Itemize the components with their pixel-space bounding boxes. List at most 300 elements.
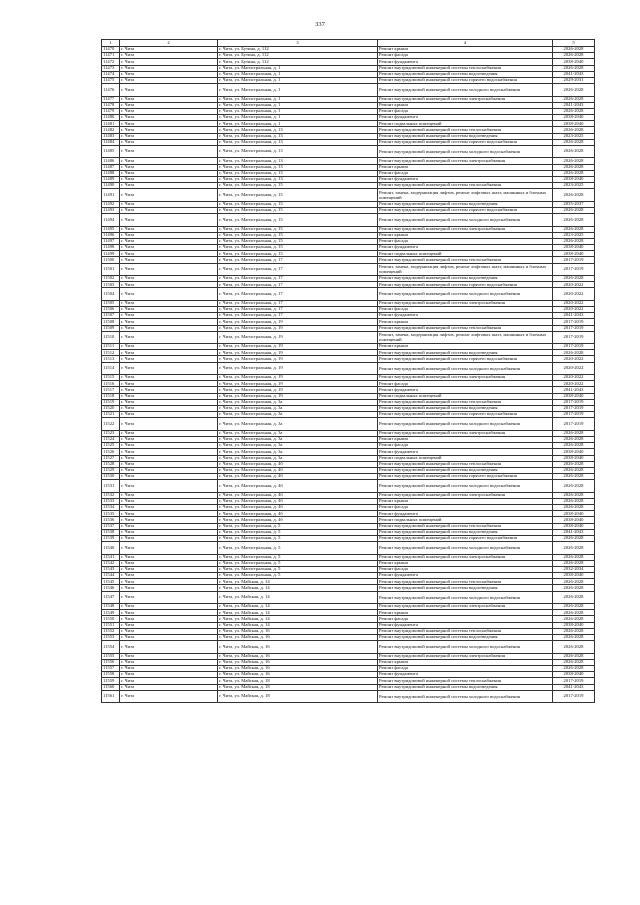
settlement-cell: г. Чита (120, 579, 218, 585)
settlement-cell: г. Чита (120, 146, 218, 158)
settlement-cell: г. Чита (120, 517, 218, 523)
address-cell: г. Чита, ул. Магистральная, д. 15 (218, 226, 378, 232)
work-type-cell: Ремонт внутридомовой инженерной системы горячего водоснабжения (378, 207, 553, 213)
settlement-cell: г. Чита (120, 443, 218, 449)
row-number-cell: 11526 (102, 449, 120, 455)
address-cell: г. Чита, ул. Магистральная, д. 17 (218, 276, 378, 282)
work-type-cell: Ремонт внутридомовой инженерной системы водоотведения (378, 635, 553, 641)
address-cell: г. Чита, ул. Магистральная, д. 13 (218, 170, 378, 176)
column-header: 3 (218, 40, 378, 47)
settlement-cell: г. Чита (120, 653, 218, 659)
settlement-cell: г. Чита (120, 684, 218, 690)
address-cell: г. Чита, ул. Магистральная, д. 13 (218, 127, 378, 133)
work-type-cell: Ремонт внутридомовой инженерной системы холодного водоснабжения (378, 362, 553, 374)
row-number-cell: 11504 (102, 288, 120, 300)
work-type-cell: Ремонт фасада (378, 505, 553, 511)
work-type-cell: Ремонт внутридомовой инженерной системы горячего водоснабжения (378, 356, 553, 362)
work-type-cell: Ремонт крыши (378, 344, 553, 350)
table-row (102, 480, 595, 492)
period-cell: 2017-2019 (553, 325, 595, 331)
row-number-cell: 11561 (102, 690, 120, 702)
row-number-cell: 11538 (102, 529, 120, 535)
address-cell: г. Чита, ул. Магистральная, д. 15 (218, 201, 378, 207)
work-type-cell: Ремонт фасада (378, 616, 553, 622)
period-cell: 2026-2028 (553, 207, 595, 213)
address-cell: г. Чита, ул. Майская, д. 14 (218, 585, 378, 591)
row-number-cell: 11510 (102, 331, 120, 343)
address-cell: г. Чита, ул. Майская, д. 16 (218, 635, 378, 641)
period-cell: 2041-2043 (553, 313, 595, 319)
row-number-cell: 11513 (102, 356, 120, 362)
row-number-cell: 11499 (102, 251, 120, 257)
period-cell: 2026-2028 (553, 226, 595, 232)
settlement-cell: г. Чита (120, 319, 218, 325)
period-cell: 2038-2040 (553, 449, 595, 455)
address-cell: г. Чита, ул. Магистральная, д. 1 (218, 121, 378, 127)
address-cell: г. Чита, ул. Магистральная, д. 17 (218, 282, 378, 288)
work-type-cell: Ремонт фасада (378, 108, 553, 114)
settlement-cell: г. Чита (120, 529, 218, 535)
address-cell: г. Чита, ул. Майская, д. 18 (218, 678, 378, 684)
row-number-cell: 11482 (102, 127, 120, 133)
period-cell: 2017-2019 (553, 690, 595, 702)
period-cell: 2020-2022 (553, 356, 595, 362)
work-type-cell: Ремонт подвальных помещений (378, 455, 553, 461)
work-type-cell: Ремонт внутридомовой инженерной системы водоотведения (378, 529, 553, 535)
row-number-cell: 11493 (102, 207, 120, 213)
period-cell: 2041-2043 (553, 71, 595, 77)
work-type-cell: Ремонт внутридомовой инженерной системы электроснабжения (378, 96, 553, 102)
period-cell: 2020-2022 (553, 288, 595, 300)
address-cell: г. Чита, ул. Майская, д. 16 (218, 653, 378, 659)
work-type-cell: Ремонт внутридомовой инженерной системы электроснабжения (378, 158, 553, 164)
settlement-cell: г. Чита (120, 84, 218, 96)
column-header: 1 (102, 40, 120, 47)
period-cell: 2026-2028 (553, 350, 595, 356)
work-type-cell: Ремонт внутридомовой инженерной системы горячего водоснабжения (378, 474, 553, 480)
work-type-cell: Ремонт фундамента (378, 511, 553, 517)
settlement-cell: г. Чита (120, 356, 218, 362)
period-cell: 2026-2028 (553, 505, 595, 511)
work-type-cell: Ремонт внутридомовой инженерной системы горячего водоснабжения (378, 77, 553, 83)
row-number-cell: 11546 (102, 585, 120, 591)
address-cell: г. Чита, ул. Магистральная, д. 17 (218, 300, 378, 306)
settlement-cell: г. Чита (120, 436, 218, 442)
row-number-cell: 11512 (102, 350, 120, 356)
settlement-cell: г. Чита (120, 77, 218, 83)
work-type-cell: Ремонт крыши (378, 659, 553, 665)
table-row (102, 189, 595, 201)
settlement-cell: г. Чита (120, 313, 218, 319)
period-cell: 2017-2019 (553, 263, 595, 275)
address-cell: г. Чита, ул. Бутина, д. 112 (218, 47, 378, 53)
settlement-cell: г. Чита (120, 678, 218, 684)
row-number-cell: 11545 (102, 579, 120, 585)
row-number-cell: 11533 (102, 498, 120, 504)
settlement-cell: г. Чита (120, 251, 218, 257)
settlement-cell: г. Чита (120, 300, 218, 306)
period-cell: 2035-2037 (553, 201, 595, 207)
table-row (102, 146, 595, 158)
address-cell: г. Чита, ул. Магистральная, д. 13 (218, 164, 378, 170)
row-number-cell: 11484 (102, 139, 120, 145)
work-type-cell: Ремонт фундамента (378, 387, 553, 393)
work-type-cell: Ремонт крыши (378, 232, 553, 238)
row-number-cell: 11474 (102, 71, 120, 77)
settlement-cell: г. Чита (120, 102, 218, 108)
row-number-cell: 11558 (102, 672, 120, 678)
settlement-cell: г. Чита (120, 245, 218, 251)
settlement-cell: г. Чита (120, 387, 218, 393)
period-cell: 2020-2022 (553, 375, 595, 381)
period-cell: 2038-2040 (553, 511, 595, 517)
work-type-cell: Ремонт внутридомовой инженерной системы горячего водоснабжения (378, 412, 553, 418)
row-number-cell: 11523 (102, 430, 120, 436)
settlement-cell: г. Чита (120, 59, 218, 65)
row-number-cell: 11472 (102, 59, 120, 65)
row-number-cell: 11476 (102, 84, 120, 96)
work-type-cell: Ремонт внутридомовой инженерной системы теплоснабжения (378, 523, 553, 529)
settlement-cell: г. Чита (120, 474, 218, 480)
settlement-cell: г. Чита (120, 201, 218, 207)
period-cell: 2023-2025 (553, 232, 595, 238)
row-number-cell: 11520 (102, 406, 120, 412)
address-cell: г. Чита, ул. Магистральная, д. 19 (218, 350, 378, 356)
address-cell: г. Чита, ул. Магистральная, д. 15 (218, 232, 378, 238)
address-cell: г. Чита, ул. Магистральная, д. 3а (218, 399, 378, 405)
period-cell: 2026-2028 (553, 276, 595, 282)
period-cell: 2038-2040 (553, 393, 595, 399)
settlement-cell: г. Чита (120, 672, 218, 678)
row-number-cell: 11473 (102, 65, 120, 71)
address-cell: г. Чита, ул. Майская, д. 14 (218, 579, 378, 585)
period-cell: 2029-2031 (553, 77, 595, 83)
address-cell: г. Чита, ул. Магистральная, д. 5 (218, 573, 378, 579)
address-cell: г. Чита, ул. Магистральная, д. 4б (218, 498, 378, 504)
settlement-cell: г. Чита (120, 628, 218, 634)
work-type-cell: Ремонт внутридомовой инженерной системы водоотведения (378, 406, 553, 412)
work-type-cell: Ремонт внутридомовой инженерной системы холодного водоснабжения (378, 418, 553, 430)
period-cell: 2038-2040 (553, 59, 595, 65)
settlement-cell: г. Чита (120, 573, 218, 579)
settlement-cell: г. Чита (120, 467, 218, 473)
row-number-cell: 11494 (102, 214, 120, 226)
settlement-cell: г. Чита (120, 71, 218, 77)
row-number-cell: 11551 (102, 622, 120, 628)
settlement-cell: г. Чита (120, 183, 218, 189)
period-cell: 2038-2040 (553, 622, 595, 628)
row-number-cell: 11497 (102, 238, 120, 244)
period-cell: 2026-2028 (553, 65, 595, 71)
settlement-cell: г. Чита (120, 53, 218, 59)
settlement-cell: г. Чита (120, 418, 218, 430)
settlement-cell: г. Чита (120, 412, 218, 418)
row-number-cell: 11541 (102, 554, 120, 560)
period-cell: 2026-2028 (553, 604, 595, 610)
work-type-cell: Ремонт внутридомовой инженерной системы холодного водоснабжения (378, 641, 553, 653)
work-type-cell: Ремонт внутридомовой инженерной системы электроснабжения (378, 300, 553, 306)
work-type-cell: Ремонт фасада (378, 443, 553, 449)
settlement-cell: г. Чита (120, 560, 218, 566)
column-index-row (102, 40, 595, 47)
period-cell: 2026-2028 (553, 616, 595, 622)
period-cell: 2017-2019 (553, 331, 595, 343)
row-number-cell: 11550 (102, 616, 120, 622)
work-type-cell: Ремонт фундамента (378, 672, 553, 678)
work-type-cell: Ремонт внутридомовой инженерной системы водоотведения (378, 467, 553, 473)
work-type-cell: Ремонт фасада (378, 566, 553, 572)
address-cell: г. Чита, ул. Магистральная, д. 3а (218, 430, 378, 436)
row-number-cell: 11470 (102, 47, 120, 53)
settlement-cell: г. Чита (120, 566, 218, 572)
work-type-cell: Ремонт фасада (378, 170, 553, 176)
row-number-cell: 11498 (102, 245, 120, 251)
period-cell: 2038-2040 (553, 176, 595, 182)
settlement-cell: г. Чита (120, 331, 218, 343)
address-cell: г. Чита, ул. Магистральная, д. 1 (218, 96, 378, 102)
settlement-cell: г. Чита (120, 108, 218, 114)
work-type-cell: Ремонт крыши (378, 164, 553, 170)
work-type-cell: Ремонт внутридомовой инженерной системы холодного водоснабжения (378, 591, 553, 603)
address-cell: г. Чита, ул. Магистральная, д. 17 (218, 263, 378, 275)
row-number-cell: 11549 (102, 610, 120, 616)
row-number-cell: 11555 (102, 653, 120, 659)
row-number-cell: 11517 (102, 387, 120, 393)
period-cell: 2038-2040 (553, 251, 595, 257)
settlement-cell: г. Чита (120, 263, 218, 275)
work-type-cell: Ремонт внутридомовой инженерной системы холодного водоснабжения (378, 214, 553, 226)
work-type-cell: Ремонт подвальных помещений (378, 121, 553, 127)
work-type-cell: Ремонт внутридомовой инженерной системы электроснабжения (378, 653, 553, 659)
address-cell: г. Чита, ул. Магистральная, д. 13 (218, 146, 378, 158)
table-row (102, 542, 595, 554)
address-cell: г. Чита, ул. Магистральная, д. 1 (218, 108, 378, 114)
address-cell: г. Чита, ул. Бутина, д. 112 (218, 53, 378, 59)
row-number-cell: 11518 (102, 393, 120, 399)
period-cell: 2026-2028 (553, 480, 595, 492)
settlement-cell: г. Чита (120, 480, 218, 492)
settlement-cell: г. Чита (120, 257, 218, 263)
table-row (102, 418, 595, 430)
row-number-cell: 11542 (102, 560, 120, 566)
row-number-cell: 11556 (102, 659, 120, 665)
settlement-cell: г. Чита (120, 189, 218, 201)
period-cell: 2038-2040 (553, 523, 595, 529)
address-cell: г. Чита, ул. Магистральная, д. 3а (218, 455, 378, 461)
settlement-cell: г. Чита (120, 65, 218, 71)
address-cell: г. Чита, ул. Магистральная, д. 17 (218, 288, 378, 300)
settlement-cell: г. Чита (120, 393, 218, 399)
work-type-cell: Ремонт крыши (378, 47, 553, 53)
work-type-cell: Ремонт внутридомовой инженерной системы холодного водоснабжения (378, 84, 553, 96)
address-cell: г. Чита, ул. Майская, д. 16 (218, 628, 378, 634)
row-number-cell: 11559 (102, 678, 120, 684)
address-cell: г. Чита, ул. Магистральная, д. 4б (218, 480, 378, 492)
table-row (102, 690, 595, 702)
work-type-cell: Ремонт фасада (378, 381, 553, 387)
row-number-cell: 11502 (102, 276, 120, 282)
address-cell: г. Чита, ул. Магистральная, д. 13 (218, 139, 378, 145)
address-cell: г. Чита, ул. Магистральная, д. 5 (218, 566, 378, 572)
period-cell: 2026-2028 (553, 139, 595, 145)
period-cell: 2038-2040 (553, 455, 595, 461)
work-type-cell: Ремонт фасада (378, 238, 553, 244)
address-cell: г. Чита, ул. Майская, д. 16 (218, 659, 378, 665)
address-cell: г. Чита, ул. Майская, д. 18 (218, 690, 378, 702)
period-cell: 2026-2028 (553, 238, 595, 244)
period-cell: 2026-2028 (553, 127, 595, 133)
work-type-cell: Ремонт фундамента (378, 573, 553, 579)
settlement-cell: г. Чита (120, 127, 218, 133)
address-cell: г. Чита, ул. Магистральная, д. 19 (218, 362, 378, 374)
address-cell: г. Чита, ул. Майская, д. 16 (218, 641, 378, 653)
address-cell: г. Чита, ул. Магистральная, д. 4б (218, 474, 378, 480)
settlement-cell: г. Чита (120, 622, 218, 628)
settlement-cell: г. Чита (120, 350, 218, 356)
work-type-cell: Ремонт фундамента (378, 59, 553, 65)
work-type-cell: Ремонт внутридомовой инженерной системы теплоснабжения (378, 628, 553, 634)
period-cell: 2026-2028 (553, 170, 595, 176)
work-type-cell: Ремонт фасада (378, 53, 553, 59)
work-type-cell: Ремонт, замена, модернизация лифтов, ремонт лифтовых шахт, машинных и блочных помещений (378, 263, 553, 275)
settlement-cell: г. Чита (120, 641, 218, 653)
work-type-cell: Ремонт внутридомовой инженерной системы водоотведения (378, 585, 553, 591)
settlement-cell: г. Чита (120, 362, 218, 374)
period-cell: 2026-2028 (553, 591, 595, 603)
work-type-cell: Ремонт внутридомовой инженерной системы электроснабжения (378, 430, 553, 436)
row-number-cell: 11508 (102, 319, 120, 325)
row-number-cell: 11511 (102, 344, 120, 350)
row-number-cell: 11492 (102, 201, 120, 207)
address-cell: г. Чита, ул. Магистральная, д. 17 (218, 306, 378, 312)
table-body (102, 47, 595, 703)
address-cell: г. Чита, ул. Магистральная, д. 3а (218, 443, 378, 449)
work-type-cell: Ремонт крыши (378, 102, 553, 108)
work-type-cell: Ремонт фундамента (378, 449, 553, 455)
address-cell: г. Чита, ул. Магистральная, д. 17 (218, 313, 378, 319)
address-cell: г. Чита, ул. Майская, д. 14 (218, 604, 378, 610)
row-number-cell: 11544 (102, 573, 120, 579)
address-cell: г. Чита, ул. Майская, д. 16 (218, 665, 378, 671)
address-cell: г. Чита, ул. Майская, д. 14 (218, 591, 378, 603)
address-cell: г. Чита, ул. Магистральная, д. 17 (218, 257, 378, 263)
period-cell: 2026-2028 (553, 47, 595, 53)
settlement-cell: г. Чита (120, 430, 218, 436)
table-row (102, 331, 595, 343)
row-number-cell: 11529 (102, 467, 120, 473)
settlement-cell: г. Чита (120, 226, 218, 232)
period-cell: 2026-2028 (553, 492, 595, 498)
period-cell: 2026-2028 (553, 430, 595, 436)
address-cell: г. Чита, ул. Магистральная, д. 1 (218, 102, 378, 108)
settlement-cell: г. Чита (120, 505, 218, 511)
row-number-cell: 11481 (102, 121, 120, 127)
settlement-cell: г. Чита (120, 635, 218, 641)
row-number-cell: 11475 (102, 77, 120, 83)
settlement-cell: г. Чита (120, 449, 218, 455)
period-cell: 2041-2043 (553, 102, 595, 108)
work-type-cell: Ремонт крыши (378, 610, 553, 616)
address-cell: г. Чита, ул. Майская, д. 14 (218, 616, 378, 622)
settlement-cell: г. Чита (120, 604, 218, 610)
row-number-cell: 11528 (102, 461, 120, 467)
settlement-cell: г. Чита (120, 455, 218, 461)
row-number-cell: 11552 (102, 628, 120, 634)
address-cell: г. Чита, ул. Магистральная, д. 19 (218, 375, 378, 381)
period-cell: 2017-2019 (553, 319, 595, 325)
settlement-cell: г. Чита (120, 176, 218, 182)
row-number-cell: 11553 (102, 635, 120, 641)
row-number-cell: 11534 (102, 505, 120, 511)
row-number-cell: 11540 (102, 542, 120, 554)
settlement-cell: г. Чита (120, 511, 218, 517)
address-cell: г. Чита, ул. Магистральная, д. 13 (218, 176, 378, 182)
row-number-cell: 11524 (102, 436, 120, 442)
period-cell: 2038-2040 (553, 121, 595, 127)
work-type-cell: Ремонт внутридомовой инженерной системы водоотведения (378, 133, 553, 139)
address-cell: г. Чита, ул. Магистральная, д. 19 (218, 325, 378, 331)
table-row (102, 288, 595, 300)
period-cell: 2026-2028 (553, 498, 595, 504)
row-number-cell: 11496 (102, 232, 120, 238)
row-number-cell: 11516 (102, 381, 120, 387)
row-number-cell: 11531 (102, 480, 120, 492)
settlement-cell: г. Чита (120, 554, 218, 560)
row-number-cell: 11489 (102, 176, 120, 182)
period-cell: 2017-2019 (553, 412, 595, 418)
work-type-cell: Ремонт внутридомовой инженерной системы электроснабжения (378, 226, 553, 232)
row-number-cell: 11521 (102, 412, 120, 418)
work-type-cell: Ремонт внутридомовой инженерной системы холодного водоснабжения (378, 542, 553, 554)
settlement-cell: г. Чита (120, 523, 218, 529)
work-type-cell: Ремонт фундамента (378, 245, 553, 251)
settlement-cell: г. Чита (120, 665, 218, 671)
work-type-cell: Ремонт фундамента (378, 115, 553, 121)
period-cell: 2026-2028 (553, 610, 595, 616)
work-type-cell: Ремонт внутридомовой инженерной системы водоотведения (378, 684, 553, 690)
work-type-cell: Ремонт внутридомовой инженерной системы теплоснабжения (378, 127, 553, 133)
settlement-cell: г. Чита (120, 288, 218, 300)
row-number-cell: 11525 (102, 443, 120, 449)
work-type-cell: Ремонт фасада (378, 306, 553, 312)
period-cell: 2041-2043 (553, 684, 595, 690)
period-cell: 2026-2028 (553, 641, 595, 653)
period-cell: 2020-2022 (553, 300, 595, 306)
settlement-cell: г. Чита (120, 542, 218, 554)
row-number-cell: 11478 (102, 102, 120, 108)
work-type-cell: Ремонт внутридомовой инженерной системы электроснабжения (378, 554, 553, 560)
work-type-cell: Ремонт внутридомовой инженерной системы теплоснабжения (378, 183, 553, 189)
address-cell: г. Чита, ул. Магистральная, д. 1 (218, 84, 378, 96)
work-type-cell: Ремонт внутридомовой инженерной системы холодного водоснабжения (378, 480, 553, 492)
settlement-cell: г. Чита (120, 381, 218, 387)
address-cell: г. Чита, ул. Магистральная, д. 3а (218, 436, 378, 442)
settlement-cell: г. Чита (120, 610, 218, 616)
period-cell: 2017-2019 (553, 406, 595, 412)
settlement-cell: г. Чита (120, 47, 218, 53)
work-type-cell: Ремонт внутридомовой инженерной системы горячего водоснабжения (378, 139, 553, 145)
period-cell: 2026-2028 (553, 653, 595, 659)
row-number-cell: 11515 (102, 375, 120, 381)
period-cell: 2038-2040 (553, 672, 595, 678)
address-cell: г. Чита, ул. Магистральная, д. 19 (218, 319, 378, 325)
row-number-cell: 11471 (102, 53, 120, 59)
row-number-cell: 11536 (102, 517, 120, 523)
period-cell: 2038-2040 (553, 517, 595, 523)
settlement-cell: г. Чита (120, 170, 218, 176)
row-number-cell: 11485 (102, 146, 120, 158)
row-number-cell: 11554 (102, 641, 120, 653)
